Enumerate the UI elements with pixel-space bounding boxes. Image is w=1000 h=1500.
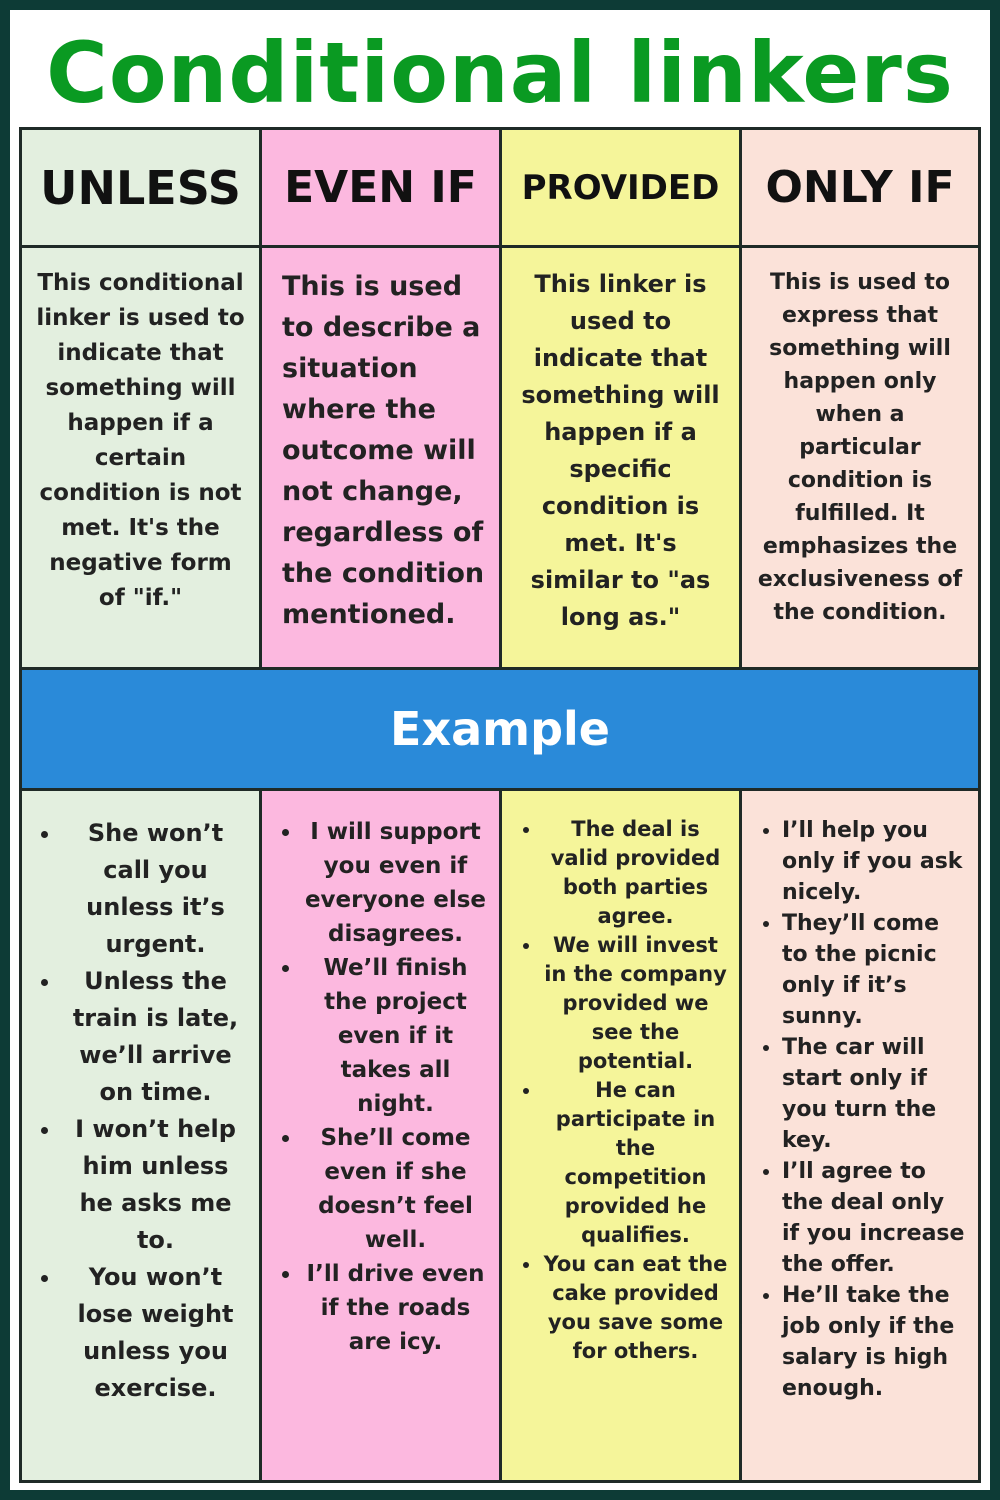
list-item: • I’ll drive even if the roads are icy. <box>302 1257 489 1359</box>
list-item: • You won’t lose weight unless you exercise. <box>62 1259 249 1407</box>
examples-only-if-cell <box>742 791 978 1480</box>
examples-unless-cell <box>22 791 262 1480</box>
heading-even-if: EVEN IF <box>284 162 477 213</box>
list-item: • They’ll come to the picnic only if it’s sunny. <box>782 908 968 1032</box>
linker-table <box>19 127 981 1483</box>
description-provided: This linker is used to indicate that something will happen if a specific condition is met. It's similar to "as long as." <box>521 270 720 631</box>
list-item: • The deal is valid provided both parties agree. <box>542 815 729 931</box>
poster <box>10 10 990 1490</box>
heading-provided-cell <box>502 130 742 248</box>
list-item: • Unless the train is late, we’ll arrive on time. <box>62 963 249 1111</box>
list-item: • She’ll come even if she doesn’t feel well. <box>302 1121 489 1257</box>
examples-even-if-list <box>262 791 499 1359</box>
examples-provided-cell <box>502 791 742 1480</box>
list-item: • He can participate in the competition provided he qualifies. <box>542 1076 729 1250</box>
list-item: • We will invest in the company provided we see the potential. <box>542 931 729 1076</box>
heading-even-if-cell <box>262 130 502 248</box>
heading-unless: UNLESS <box>40 160 241 215</box>
description-only-if: This is used to express that something will happen only when a particular condition is fulfilled. It emphasizes the exclusiveness of the condition. <box>757 270 963 625</box>
examples-unless-list <box>22 791 259 1407</box>
examples-even-if-cell <box>262 791 502 1480</box>
list-item: • I won’t help him unless he asks me to. <box>62 1111 249 1259</box>
list-item: • She won’t call you unless it’s urgent. <box>62 815 249 963</box>
examples-only-if-list <box>742 791 978 1404</box>
heading-provided: PROVIDED <box>521 167 720 208</box>
list-item: • He’ll take the job only if the salary is high enough. <box>782 1280 968 1404</box>
description-unless-cell <box>22 248 262 667</box>
list-item: • You can eat the cake provided you save some for others. <box>542 1250 729 1366</box>
list-item: • I will support you even if everyone else disagrees. <box>302 815 489 951</box>
heading-only-if-cell <box>742 130 978 248</box>
heading-only-if: ONLY IF <box>765 162 955 213</box>
heading-unless-cell <box>22 130 262 248</box>
list-item: • The car will start only if you turn the key. <box>782 1032 968 1156</box>
description-even-if: This is used to describe a situation where the outcome will not change, regardless of the condition mentioned. <box>282 271 485 630</box>
list-item: • I’ll agree to the deal only if you increase the offer. <box>782 1156 968 1280</box>
description-even-if-cell <box>262 248 502 667</box>
example-banner: Example <box>22 667 978 791</box>
description-provided-cell <box>502 248 742 667</box>
description-unless: This conditional linker is used to indicate that something will happen if a certain condition is not met. It's the negative form of "if." <box>36 270 245 611</box>
list-item: • We’ll finish the project even if it takes all night. <box>302 951 489 1121</box>
examples-provided-list <box>502 791 739 1366</box>
list-item: • I’ll help you only if you ask nicely. <box>782 815 968 908</box>
description-only-if-cell <box>742 248 978 667</box>
page-title: Conditional linkers <box>46 24 954 122</box>
